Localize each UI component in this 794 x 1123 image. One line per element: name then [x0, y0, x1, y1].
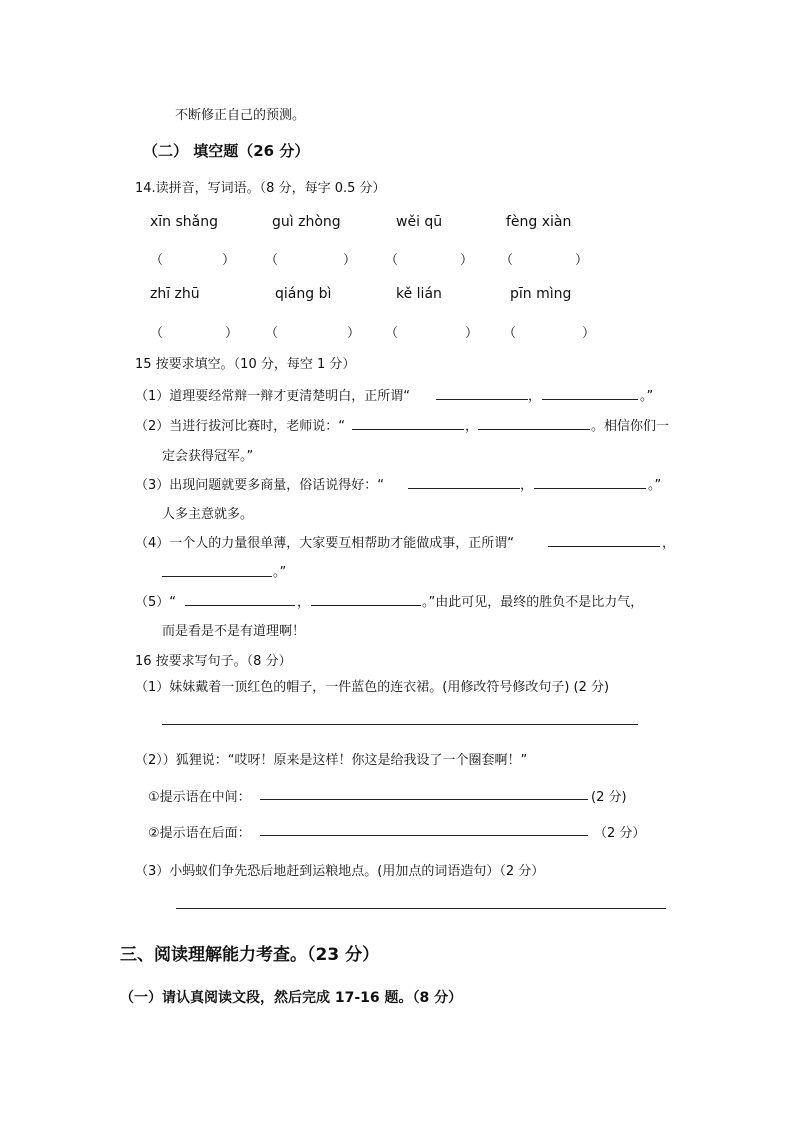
q15-item5-blank1[interactable] — [185, 605, 295, 606]
q15-item3-sep: ， — [520, 478, 534, 493]
paren-close: ） — [347, 326, 361, 341]
q16-item1: （1）妹妹戴着一顶红色的帽子，一件蓝色的连衣裙。(用修改符号修改句子) (2 分) — [135, 680, 610, 695]
paren-open: （ — [150, 253, 164, 268]
pinyin-4: fèng xiàn — [506, 214, 572, 230]
q15-item1-blank1[interactable] — [436, 399, 528, 400]
q16-item2b-answer-line[interactable] — [260, 835, 588, 836]
q15-item5-cont: 而是看是不是有道理啊！ — [162, 624, 306, 639]
q16-prompt: 16 按要求写句子。（8 分） — [135, 654, 292, 669]
paren-open: （ — [150, 326, 164, 341]
paren-close: ） — [225, 326, 239, 341]
paren-close: ） — [582, 326, 596, 341]
q16-item2a-score: (2 分) — [591, 790, 627, 805]
pinyin-2: guì zhòng — [272, 214, 341, 230]
paren-open: （ — [500, 253, 514, 268]
q15-item1-sep: ， — [528, 389, 542, 404]
q15-item2-blank1[interactable] — [352, 429, 464, 430]
q15-item4-blank2[interactable] — [162, 576, 272, 577]
q15-item5-text: （5）“ — [135, 595, 177, 610]
q15-item2-text: （2）当进行拔河比赛时，老师说：“ — [135, 419, 346, 434]
paren-close: ） — [343, 253, 357, 268]
q15-item5-blank2[interactable] — [311, 605, 421, 606]
q15-item3-blank2[interactable] — [534, 488, 646, 489]
q15-item1-text: （1）道理要经常辩一辩才更清楚明白，正所谓“ — [135, 389, 411, 404]
q15-item3-text: （3）出现问题就要多商量，俗话说得好：“ — [135, 478, 385, 493]
q15-prompt: 15 按要求填空。（10 分，每空 1 分） — [135, 357, 356, 372]
q15-item4-text: （4）一个人的力量很单薄，大家要互相帮助才能做成事，正所谓“ — [135, 536, 515, 551]
pinyin-6: qiáng bì — [275, 286, 332, 302]
paren-close: ） — [575, 253, 589, 268]
pinyin-3: wěi qū — [396, 214, 443, 230]
paren-close: ） — [465, 326, 479, 341]
q15-item1-end: 。” — [640, 389, 654, 404]
paren-open: （ — [385, 253, 399, 268]
q15-item3-end: 。” — [648, 478, 662, 493]
section3-sub1-title: （一）请认真阅读文段，然后完成 17-16 题。（8 分） — [120, 990, 463, 1006]
paren-close: ） — [460, 253, 474, 268]
paren-open: （ — [265, 253, 279, 268]
q15-item5-sep: ， — [297, 595, 311, 610]
paren-open: （ — [385, 326, 399, 341]
q15-item3-blank1[interactable] — [408, 488, 520, 489]
q15-item4-blank1[interactable] — [548, 546, 660, 547]
q15-item1-blank2[interactable] — [542, 399, 638, 400]
pinyin-7: kě lián — [396, 286, 442, 302]
paren-open: （ — [503, 326, 517, 341]
q15-item3-cont: 人多主意就多。 — [162, 507, 254, 522]
q16-item2b-label: ②提示语在后面： — [148, 826, 251, 841]
q16-item3-answer-line[interactable] — [176, 908, 666, 909]
intro-tail-text: 不断修正自己的预测。 — [175, 108, 306, 123]
q15-item2-cont: 定会获得冠军。” — [162, 449, 254, 464]
q15-item2-end: 。相信你们一 — [591, 419, 670, 434]
section3-title: 三、阅读理解能力考查。（23 分） — [120, 945, 380, 965]
paren-open: （ — [265, 326, 279, 341]
q16-item2a-label: ①提示语在中间： — [148, 790, 251, 805]
q15-item4-sep: ， — [662, 536, 676, 551]
pinyin-5: zhī zhū — [150, 286, 200, 302]
q16-item2b-score: （2 分） — [594, 826, 646, 841]
q16-item2: （2））狐狸说：“哎呀！原来是这样！你这是给我设了一个圈套啊！” — [135, 753, 528, 768]
pinyin-1: xīn shǎng — [150, 214, 219, 230]
q15-item4-end: 。” — [273, 565, 287, 580]
section2-title: （二） 填空题（26 分） — [143, 142, 310, 160]
q15-item5-end: 。”由此可见，最终的胜负不是比力气， — [422, 595, 644, 610]
pinyin-8: pīn mìng — [510, 286, 572, 302]
q16-item2a-answer-line[interactable] — [260, 799, 588, 800]
q15-item2-blank2[interactable] — [478, 429, 590, 430]
q15-item2-sep: ， — [465, 419, 479, 434]
paren-close: ） — [222, 253, 236, 268]
q14-prompt: 14.读拼音，写词语。（8 分，每字 0.5 分） — [135, 181, 386, 196]
q16-item3: （3）小蚂蚁们争先恐后地赶到运粮地点。(用加点的词语造句）（2 分） — [135, 864, 545, 879]
q16-item1-answer-line[interactable] — [162, 724, 638, 725]
